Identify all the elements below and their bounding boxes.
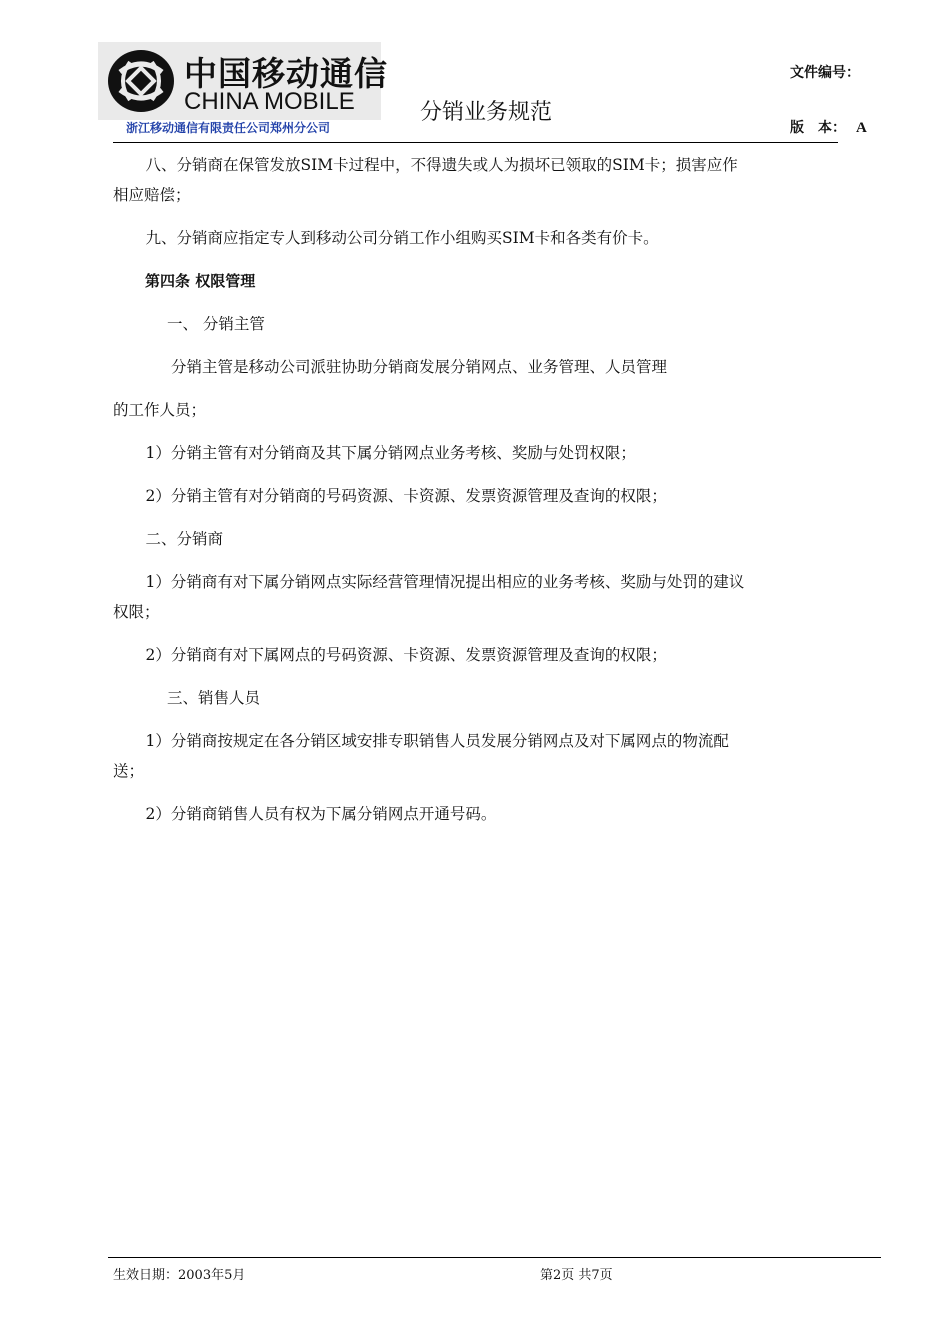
subsection-1-item-1: 1）分销主管有对分销商及其下属分销网点业务考核、奖励与处罚权限； xyxy=(145,444,636,462)
section-4-heading: 第四条 权限管理 xyxy=(145,272,256,290)
header-divider xyxy=(113,142,838,143)
subsection-3-item-2: 2）分销商销售人员有权为下属分销网点开通号码。 xyxy=(145,805,497,823)
logo-english-text: CHINA MOBILE xyxy=(184,88,355,115)
clause-8-line-2: 相应赔偿； xyxy=(113,186,191,204)
subsection-2-item-2: 2）分销商有对下属网点的号码资源、卡资源、发票资源管理及查询的权限； xyxy=(145,646,667,664)
effective-date: 生效日期：2003年5月 xyxy=(113,1268,246,1283)
file-number-label: 文件编号： xyxy=(790,65,860,81)
footer-divider xyxy=(108,1257,881,1258)
version-value: A xyxy=(856,120,867,136)
china-mobile-emblem-icon xyxy=(106,48,176,114)
clause-9: 九、分销商应指定专人到移动公司分销工作小组购买SIM卡和各类有价卡。 xyxy=(145,229,659,247)
subsection-1-item-2: 2）分销主管有对分销商的号码资源、卡资源、发票资源管理及查询的权限； xyxy=(145,487,667,505)
version-field xyxy=(790,117,867,137)
company-name: 浙江移动通信有限责任公司郑州分公司 xyxy=(126,121,331,135)
page-number: 第2页 共7页 xyxy=(540,1268,613,1283)
logo-chinese-text: 中国移动通信 xyxy=(184,54,388,93)
company-logo xyxy=(98,42,388,120)
clause-8-line-1: 八、分销商在保管发放SIM卡过程中，不得遗失或人为损坏已领取的SIM卡；损害应作 xyxy=(145,156,738,174)
subsection-1-desc-line-2: 的工作人员； xyxy=(113,401,207,419)
document-title: 分销业务规范 xyxy=(420,100,553,125)
subsection-1-desc-line-1: 分销主管是移动公司派驻协助分销商发展分销网点、业务管理、人员管理 xyxy=(171,358,668,376)
version-label: 版 本： xyxy=(790,120,846,136)
subsection-3-title: 三、销售人员 xyxy=(167,689,261,707)
subsection-1-title: 一、 分销主管 xyxy=(167,315,265,333)
subsection-2-item-1-line-2: 权限； xyxy=(113,603,160,621)
subsection-2-title: 二、分销商 xyxy=(145,530,224,548)
subsection-2-item-1-line-1: 1）分销商有对下属分销网点实际经营管理情况提出相应的业务考核、奖励与处罚的建议 xyxy=(145,573,745,591)
subsection-3-item-1-line-2: 送； xyxy=(113,762,145,780)
subsection-3-item-1-line-1: 1）分销商按规定在各分销区域安排专职销售人员发展分销网点及对下属网点的物流配 xyxy=(145,732,729,750)
document-body xyxy=(113,150,840,829)
